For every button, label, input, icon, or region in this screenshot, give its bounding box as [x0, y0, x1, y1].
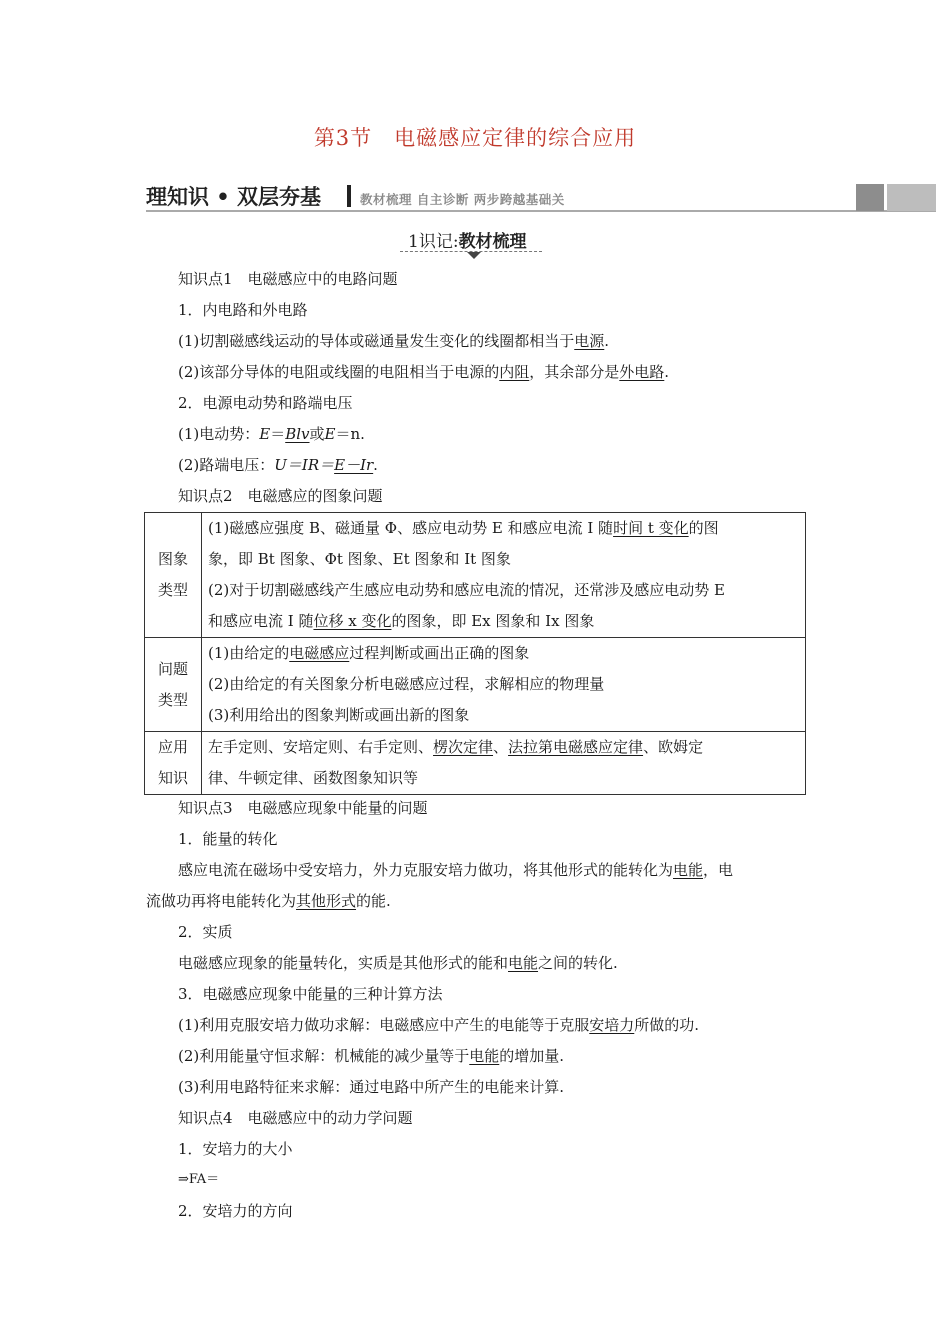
triangle-down-icon	[467, 252, 481, 259]
kp3-m2: (2)利用能量守恒求解：机械能的减少量等于电能的增加量.	[178, 1047, 565, 1065]
kp3-p3: 电磁感应现象的能量转化，实质是其他形式的能和电能之间的转化.	[178, 954, 618, 972]
row-header: 问题 类型	[145, 638, 202, 732]
table-row	[145, 732, 806, 795]
table-row	[145, 638, 806, 732]
kp3-m3: (3)利用电路特征来求解：通过电路中所产生的电能来计算.	[178, 1078, 565, 1096]
row-content: (1)磁感应强度 B、磁通量 Φ、感应电动势 E 和感应电流 I 随时间 t 变化的图 象，即 Bt 图象、Φt 图象、Et 图象和 It 图象 (2)对于切割磁感线产生感应电动势和感应电流的情况，还常涉及感应电动势 E 和感应电流 I 随位移 x 变化的图象，即 Ex 图象和 Ix 图象	[202, 513, 806, 638]
kp4-heading: 知识点4 电磁感应中的动力学问题	[178, 1109, 413, 1127]
kp4-formula: ⇒FA＝	[178, 1172, 220, 1187]
page-title: 第3节 电磁感应定律的综合应用	[313, 126, 637, 150]
kp1-s2: 2．电源电动势和路端电压	[178, 394, 353, 412]
kp1-s1: 1．内电路和外电路	[178, 301, 308, 319]
banner-block-light	[887, 184, 936, 211]
kp4-s1: 1．安培力的大小	[178, 1140, 293, 1158]
banner-subtitle: 教材梳理 自主诊断 两步跨越基础关	[360, 192, 565, 207]
banner-block-dark	[856, 184, 884, 211]
kp3-heading: 知识点3 电磁感应现象中能量的问题	[178, 799, 428, 817]
banner-divider	[347, 185, 351, 207]
kp1-s1-1: (1)切割磁感线运动的导体或磁通量发生变化的线圈都相当于电源.	[178, 332, 610, 350]
subheading-number: 1识记	[408, 232, 453, 252]
row-header: 图象 类型	[145, 513, 202, 638]
kp1-s1-2: (2)该部分导体的电阻或线圈的电阻相当于电源的内阻，其余部分是外电路.	[178, 363, 670, 381]
row-content: (1)由给定的电磁感应过程判断或画出正确的图象 (2)由给定的有关图象分析电磁感应过程，求解相应的物理量 (3)利用给出的图象判断或画出新的图象	[202, 638, 806, 732]
table-row	[145, 513, 806, 638]
subheading	[400, 227, 550, 259]
row-content: 左手定则、安培定则、右手定则、楞次定律、法拉第电磁感应定律、欧姆定 律、牛顿定律、函数图象知识等	[202, 732, 806, 795]
kp3-m1: (1)利用克服安培力做功求解：电磁感应中产生的电能等于克服安培力所做的功.	[178, 1016, 700, 1034]
section-banner	[146, 181, 936, 211]
kp3-s2: 2．实质	[178, 923, 233, 941]
row-header: 应用 知识	[145, 732, 202, 795]
kp1-s2-1: (1)电动势：E＝Blv或E＝n.	[178, 425, 365, 443]
subheading-label: 教材梳理	[458, 232, 527, 252]
kp3-s1: 1．能量的转化	[178, 830, 278, 848]
kp2-heading: 知识点2 电磁感应的图象问题	[178, 487, 383, 505]
subheading-colon: :	[452, 232, 459, 252]
kp3-s3: 3．电磁感应现象中能量的三种计算方法	[178, 985, 443, 1003]
kp1-s2-2: (2)路端电压：U＝IR＝E－Ir.	[178, 456, 378, 474]
graph-problem-table	[144, 512, 806, 795]
kp3-p1: 感应电流在磁场中受安培力，外力克服安培力做功，将其他形式的能转化为电能，电	[178, 861, 734, 879]
banner-rule	[146, 210, 936, 212]
kp3-p2: 流做功再将电能转化为其他形式的能.	[146, 892, 391, 910]
banner-title: 理知识 • 双层夯基	[146, 185, 322, 209]
kp1-heading: 知识点1 电磁感应中的电路问题	[178, 270, 398, 288]
kp4-s2: 2．安培力的方向	[178, 1202, 293, 1220]
